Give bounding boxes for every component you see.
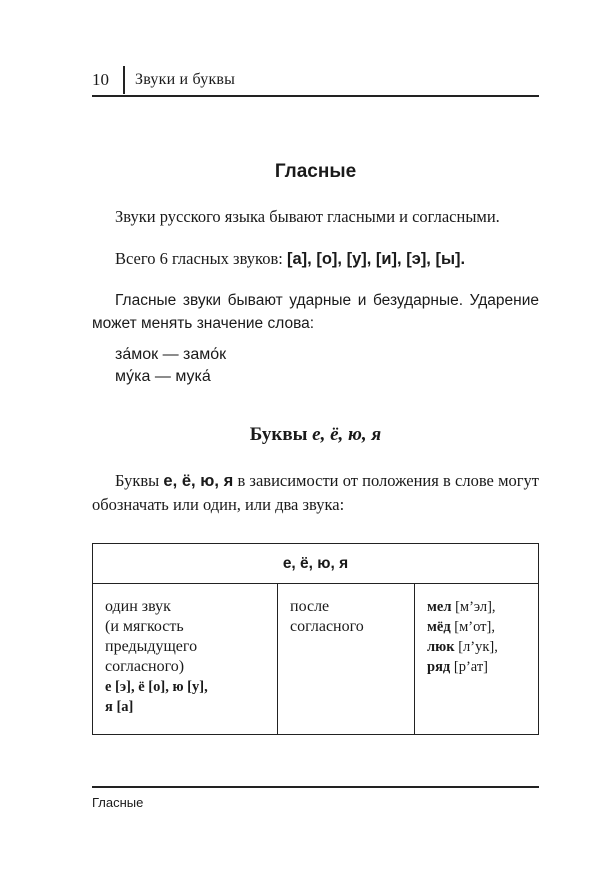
vowel-count-text: Всего 6 гласных звуков: (115, 249, 287, 268)
letters-bold: е, ё, ю, я (163, 472, 234, 490)
paragraph-stress: Гласные звуки бывают ударные и безударные. Ударение может менять значение слова: (92, 292, 539, 332)
example-word-bold: ряд (427, 659, 451, 675)
table-cell-one-sound (93, 584, 278, 734)
title-letters-prefix: Буквы (249, 424, 313, 445)
letters-text-after: в зависимости от положения в слове могут обозначать или один, или два звука: (92, 471, 539, 514)
example-transcription: [л’ук], (454, 639, 498, 655)
example-transcription: [м’от], (450, 619, 495, 635)
cell-text-line: согласного) (105, 658, 185, 675)
running-header-title: Звуки и буквы (135, 71, 236, 88)
footer-rule (92, 786, 539, 788)
page-number: 10 (92, 70, 109, 89)
cell-bold-line: е [э], ё [о], ю [у], (105, 679, 208, 695)
cell-text-line: (и мягкость (105, 618, 184, 635)
cell-text-line: после (290, 598, 330, 615)
example-word-bold: мел (427, 599, 452, 615)
cell-text-line: предыдущего (105, 638, 198, 655)
footer-label: Гласные (92, 795, 144, 810)
vowel-list: [а], [о], [у], [и], [э], [ы]. (287, 250, 466, 268)
cell-text-line: согласного (290, 618, 364, 635)
example-word-bold: люк (427, 639, 455, 655)
stress-example-2: му́ка — мука́ (115, 368, 211, 385)
stress-example-1: за́мок — замо́к (115, 346, 227, 363)
table-cell-after-consonant (278, 584, 415, 734)
example-word (427, 657, 498, 677)
cell-text-line: один звук (105, 598, 171, 615)
example-transcription: [м’эл], (451, 599, 496, 615)
letters-text-before: Буквы (115, 471, 164, 490)
section-title-vowels: Гласные (274, 161, 357, 182)
letters-table (92, 543, 539, 735)
example-word (427, 637, 498, 657)
header-rule (92, 95, 539, 97)
example-word-bold: мёд (427, 619, 451, 635)
table-header: е, ё, ю, я (93, 544, 538, 584)
paragraph-vowel-count (92, 247, 539, 271)
header-separator (123, 66, 125, 94)
section-title-letters (92, 423, 539, 447)
example-transcription: [р’ат] (450, 659, 489, 675)
example-word (427, 597, 498, 617)
table-cell-examples (415, 584, 537, 734)
cell-bold-line: я [а] (105, 699, 134, 715)
paragraph-letters (92, 469, 539, 516)
title-letters-list: е, ё, ю, я (312, 424, 382, 445)
example-word (427, 617, 498, 637)
paragraph-intro: Звуки русского языка бывают гласными и согласными. (115, 207, 500, 226)
